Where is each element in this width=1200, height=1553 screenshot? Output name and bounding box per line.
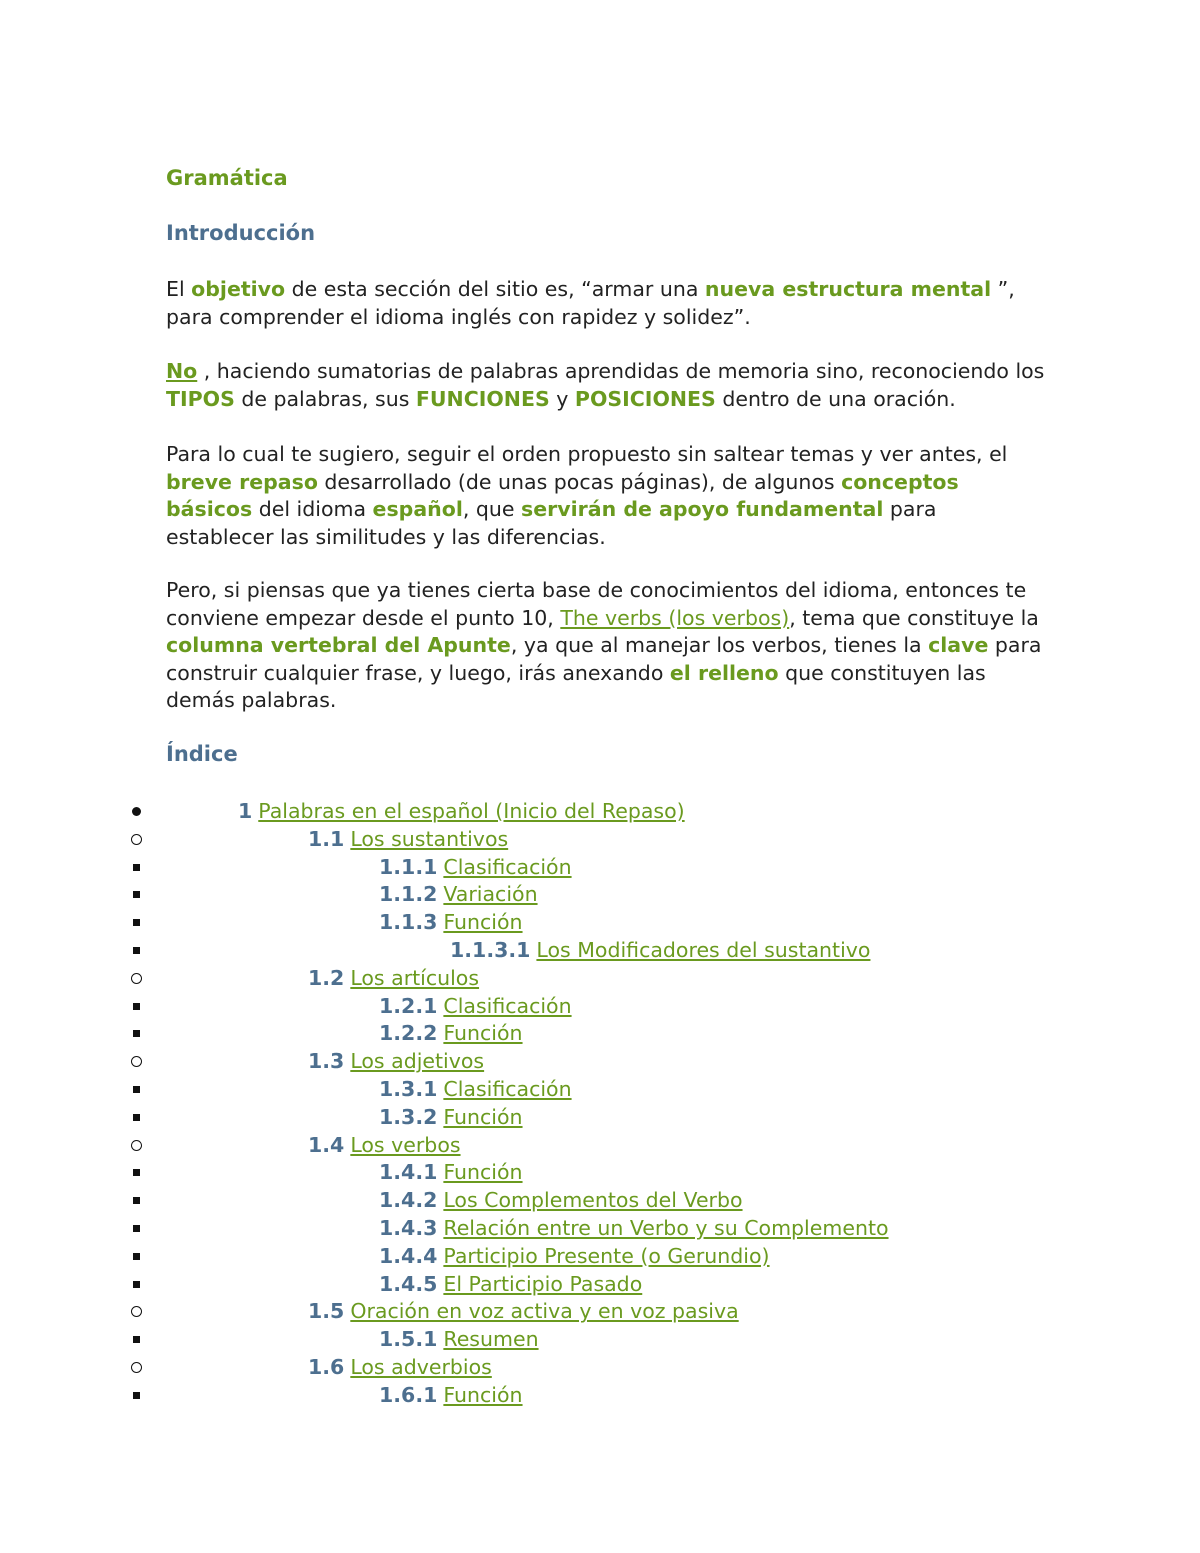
toc-entry <box>379 1076 572 1104</box>
toc-link[interactable]: Función <box>443 1160 523 1185</box>
keyword-conceptos: conceptos básicos <box>166 469 959 521</box>
link-the-verbs[interactable]: The verbs (los verbos) <box>560 605 790 630</box>
index-heading: Índice <box>166 742 238 766</box>
toc-entry <box>308 826 508 854</box>
toc-item <box>0 1215 1200 1243</box>
toc-item <box>0 1020 1200 1048</box>
keyword-breve-repaso: breve repaso <box>166 469 318 494</box>
toc-item <box>0 1132 1200 1160</box>
toc-entry <box>379 909 523 937</box>
circle-bullet-icon <box>131 1298 145 1326</box>
toc-link[interactable]: Los Modificadores del sustantivo <box>536 937 871 962</box>
toc-link[interactable]: Los Complementos del Verbo <box>443 1188 743 1213</box>
text: Pero, si piensas que ya tienes cierta base de conocimientos del idioma, entonces te conviene empezar desde el punto 10, <box>166 578 1027 630</box>
text: , tema que constituye la <box>789 605 1039 630</box>
toc-item <box>0 1187 1200 1215</box>
toc-item <box>0 881 1200 909</box>
toc-entry <box>379 1159 523 1187</box>
toc-entry <box>379 1020 523 1048</box>
circle-bullet-icon <box>131 965 145 993</box>
toc-number: 1.2.1 <box>379 993 438 1018</box>
toc-item <box>0 1048 1200 1076</box>
toc-number: 1.1 <box>308 826 345 851</box>
toc-number: 1.4 <box>308 1132 345 1157</box>
toc-link[interactable]: Resumen <box>443 1327 539 1352</box>
toc-number: 1.6 <box>308 1354 345 1379</box>
toc-link[interactable]: Clasificación <box>443 993 572 1018</box>
square-bullet-icon <box>131 993 145 1021</box>
toc-item <box>0 1104 1200 1132</box>
toc-link[interactable]: Variación <box>443 882 538 907</box>
bullet-icon <box>131 798 145 826</box>
toc-entry <box>379 1215 889 1243</box>
toc-number: 1.4.1 <box>379 1160 438 1185</box>
toc-link[interactable]: Clasificación <box>443 1076 572 1101</box>
circle-bullet-icon <box>131 1048 145 1076</box>
intro-heading: Introducción <box>166 221 316 245</box>
square-bullet-icon <box>131 1159 145 1187</box>
text: de esta sección del sitio es, “armar una <box>285 277 705 301</box>
circle-bullet-icon <box>131 1132 145 1160</box>
square-bullet-icon <box>131 937 145 965</box>
text: , haciendo sumatorias de palabras aprendidas de memoria sino, reconociendo los <box>197 359 1045 383</box>
square-bullet-icon <box>131 1382 145 1410</box>
square-bullet-icon <box>131 881 145 909</box>
toc-entry <box>379 1187 743 1215</box>
toc-entry <box>308 1354 492 1382</box>
link-no[interactable]: No <box>166 359 198 383</box>
toc-number: 1 <box>238 799 253 823</box>
keyword-clave: clave <box>928 633 989 657</box>
toc-entry <box>450 937 870 965</box>
toc-entry <box>379 993 572 1021</box>
toc-item <box>0 1382 1200 1410</box>
keyword-columna: columna vertebral del Apunte <box>166 633 511 657</box>
toc-number: 1.1.1 <box>379 854 438 879</box>
keyword-objetivo: objetivo <box>191 277 286 301</box>
square-bullet-icon <box>131 854 145 882</box>
toc-link[interactable]: Función <box>443 1104 523 1129</box>
text: ”, para comprender el idioma inglés con rapidez y solidez”. <box>166 277 1015 329</box>
toc-link[interactable]: Función <box>443 910 523 935</box>
keyword-funciones: FUNCIONES <box>415 386 550 411</box>
toc-link[interactable]: Los adjetivos <box>350 1049 485 1074</box>
toc-link[interactable]: Los verbos <box>350 1132 461 1157</box>
toc-item <box>0 854 1200 882</box>
toc-number: 1.3.2 <box>379 1104 438 1129</box>
text: , que <box>462 497 522 521</box>
toc-number: 1.4.5 <box>379 1271 438 1296</box>
toc-item <box>0 1159 1200 1187</box>
paragraph-verbs <box>166 577 1046 715</box>
toc-item <box>0 1271 1200 1299</box>
text: y <box>549 386 575 411</box>
toc-item <box>0 909 1200 937</box>
square-bullet-icon <box>131 1076 145 1104</box>
toc-link[interactable]: Clasificación <box>443 854 572 879</box>
text: para establecer las similitudes y las diferencias. <box>166 497 937 549</box>
text: , ya que al manejar los verbos, tienes la <box>510 633 929 657</box>
toc-item <box>0 1298 1200 1326</box>
square-bullet-icon <box>131 1271 145 1299</box>
text: de palabras, sus <box>234 386 416 411</box>
square-bullet-icon <box>131 1215 145 1243</box>
paragraph-suggestion <box>166 441 1046 551</box>
toc-link[interactable]: Los adverbios <box>350 1354 492 1379</box>
toc-item <box>0 937 1200 965</box>
circle-bullet-icon <box>131 826 145 854</box>
toc-entry <box>379 881 538 909</box>
toc-number: 1.6.1 <box>379 1382 438 1407</box>
square-bullet-icon <box>131 1104 145 1132</box>
text: El <box>166 277 192 301</box>
keyword-nueva-estructura: nueva estructura mental <box>704 277 992 301</box>
toc-link[interactable]: El Participio Pasado <box>443 1271 643 1296</box>
toc-link[interactable]: Los sustantivos <box>350 826 509 851</box>
toc-link[interactable]: Función <box>443 1382 523 1407</box>
square-bullet-icon <box>131 1187 145 1215</box>
toc-link[interactable]: Oración en voz activa y en voz pasiva <box>350 1299 739 1324</box>
toc-link[interactable]: Participio Presente (o Gerundio) <box>443 1243 770 1268</box>
toc-entry <box>308 1298 739 1326</box>
keyword-posiciones: POSICIONES <box>574 386 716 411</box>
keyword-serviran: servirán de apoyo fundamental <box>521 497 884 521</box>
toc-number: 1.1.3 <box>379 910 438 935</box>
paragraph-no <box>166 358 1046 413</box>
circle-bullet-icon <box>131 1354 145 1382</box>
toc-item <box>0 993 1200 1021</box>
square-bullet-icon <box>131 909 145 937</box>
toc-entry <box>308 1048 484 1076</box>
toc-entry <box>308 965 479 993</box>
toc-item <box>0 798 1200 826</box>
toc-number: 1.4.3 <box>379 1215 438 1240</box>
toc-number: 1.3 <box>308 1049 345 1074</box>
toc-number: 1.5.1 <box>379 1327 438 1352</box>
table-of-contents <box>0 798 1200 1410</box>
toc-item <box>0 826 1200 854</box>
text: para construir cualquier frase, y luego, irás anexando <box>166 633 1042 685</box>
toc-entry <box>379 1382 523 1410</box>
toc-number: 1.3.1 <box>379 1076 438 1101</box>
toc-link[interactable]: Los artículos <box>350 965 480 990</box>
toc-number: 1.4.4 <box>379 1243 438 1268</box>
toc-number: 1.4.2 <box>379 1188 438 1213</box>
text: Para lo cual te sugiero, seguir el orden propuesto sin saltear temas y ver antes, el <box>166 442 1008 466</box>
keyword-espanol: español <box>372 497 463 521</box>
toc-item <box>0 965 1200 993</box>
toc-entry <box>238 798 685 826</box>
toc-entry <box>379 1243 770 1271</box>
toc-link[interactable]: Palabras en el español (Inicio del Repaso) <box>258 799 685 823</box>
text: dentro de una oración. <box>715 386 956 411</box>
toc-entry <box>308 1132 461 1160</box>
toc-link[interactable]: Relación entre un Verbo y su Complemento <box>443 1215 889 1240</box>
keyword-tipos: TIPOS <box>166 386 235 411</box>
toc-entry <box>379 854 572 882</box>
toc-number: 1.1.2 <box>379 882 438 907</box>
toc-item <box>0 1076 1200 1104</box>
toc-number: 1.2 <box>308 965 345 990</box>
paragraph-objective <box>166 276 1046 331</box>
document-title: Gramática <box>166 166 288 190</box>
square-bullet-icon <box>131 1243 145 1271</box>
toc-number: 1.2.2 <box>379 1021 438 1046</box>
toc-entry <box>379 1271 642 1299</box>
toc-number: 1.1.3.1 <box>450 937 531 962</box>
text: que constituyen las demás palabras. <box>166 660 986 712</box>
toc-number: 1.5 <box>308 1299 345 1324</box>
text: del idioma <box>252 497 373 521</box>
toc-entry <box>379 1104 523 1132</box>
square-bullet-icon <box>131 1020 145 1048</box>
toc-entry <box>379 1326 539 1354</box>
square-bullet-icon <box>131 1326 145 1354</box>
keyword-relleno: el relleno <box>669 660 779 685</box>
text: desarrollado (de unas pocas páginas), de algunos <box>317 469 842 494</box>
toc-link[interactable]: Función <box>443 1021 523 1046</box>
toc-item <box>0 1354 1200 1382</box>
toc-item <box>0 1243 1200 1271</box>
toc-item <box>0 1326 1200 1354</box>
